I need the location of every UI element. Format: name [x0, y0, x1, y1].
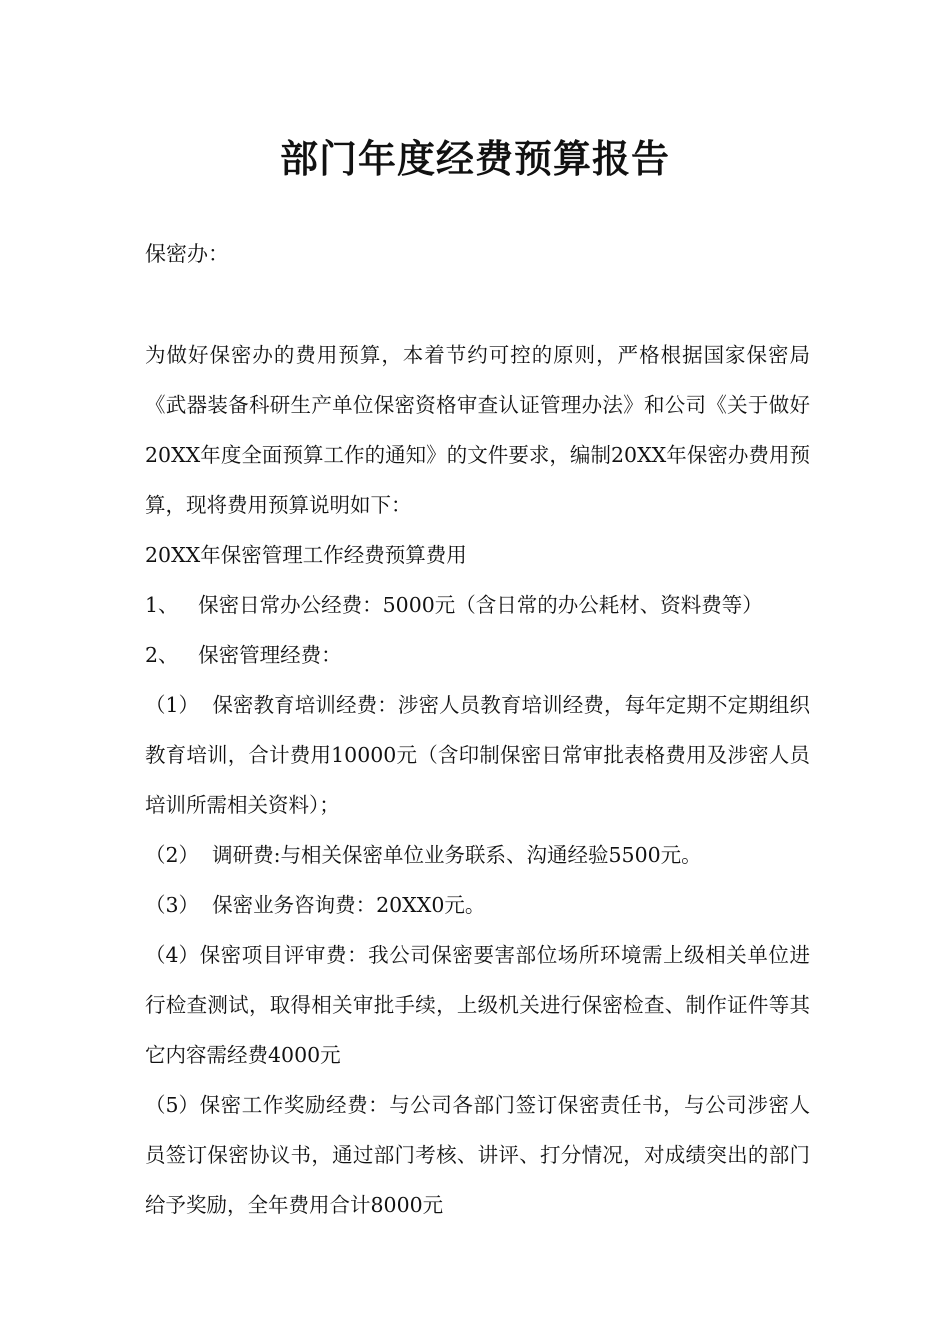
list-item-number: 2、 [145, 643, 179, 667]
sub-list-item [145, 1080, 810, 1230]
list-item [145, 580, 810, 630]
sub-list-item [145, 880, 810, 930]
sub-list-item-number: （5） [145, 1093, 200, 1117]
sub-list-item-text: 保密工作奖励经费：与公司各部门签订保密责任书，与公司涉密人员签订保密协议书，通过部门考核、讲评、打分情况，对成绩突出的部门给予奖励，全年费用合计8000元 [145, 1093, 810, 1217]
sub-list-item [145, 930, 810, 1080]
sub-list-item-text: 调研费:与相关保密单位业务联系、沟通经验5500元。 [212, 843, 702, 867]
sub-list-item-text: 保密业务咨询费：20XX0元。 [212, 893, 486, 917]
sub-list-item [145, 830, 810, 880]
sub-list-item-number: （2） [145, 843, 200, 867]
document-body [145, 330, 810, 1230]
list-item [145, 630, 810, 680]
list-item-text: 保密管理经费： [198, 643, 342, 667]
section-heading: 20XX年保密管理工作经费预算费用 [145, 543, 467, 567]
intro-paragraph: 为做好保密办的费用预算，本着节约可控的原则，严格根据国家保密局《武器装备科研生产单位保密资格审查认证管理办法》和公司《关于做好20XX年度全面预算工作的通知》的文件要求，编制20XX年保密办费用预算，现将费用预算说明如下： [145, 343, 810, 517]
sub-list-item [145, 680, 810, 830]
sub-list-item-text: 保密项目评审费：我公司保密要害部位场所环境需上级相关单位进行检查测试，取得相关审批手续，上级机关进行保密检查、制作证件等其它内容需经费4000元 [145, 943, 810, 1067]
list-item-number: 1、 [145, 593, 179, 617]
list-item-text: 保密日常办公经费：5000元（含日常的办公耗材、资料费等） [198, 593, 763, 617]
salutation: 保密办： [145, 242, 229, 266]
document-title: 部门年度经费预算报告 [279, 137, 670, 181]
sub-list-item-number: （3） [145, 893, 200, 917]
sub-list-item-text: 保密教育培训经费：涉密人员教育培训经费，每年定期不定期组织教育培训，合计费用10000元（含印制保密日常审批表格费用及涉密人员培训所需相关资料）； [145, 693, 810, 817]
sub-list-item-number: （4） [145, 943, 200, 967]
sub-list-item-number: （1） [145, 693, 200, 717]
